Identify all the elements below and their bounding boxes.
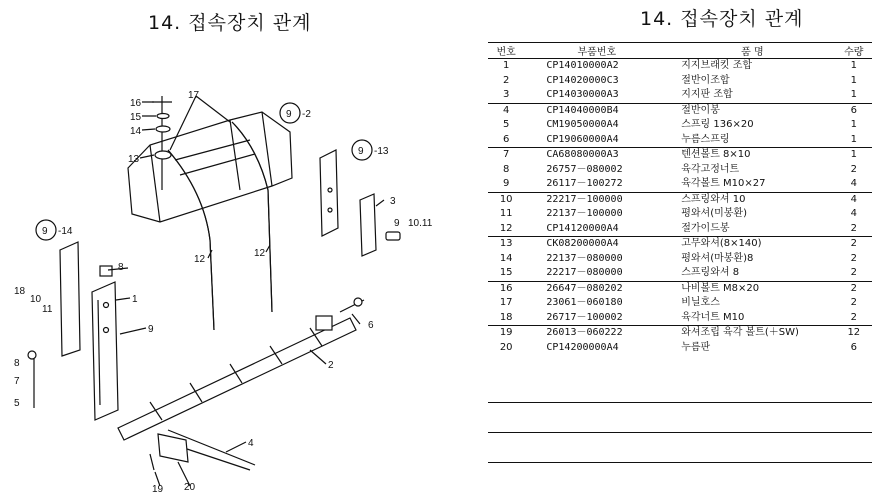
row-qty: 2	[850, 282, 857, 294]
table-row	[488, 103, 872, 118]
row-no: 7	[503, 149, 510, 160]
row-no: 10	[499, 193, 513, 205]
row-qty: 2	[836, 222, 872, 237]
callout-15: 15	[130, 112, 142, 123]
row-part-no: CP19060000A4	[524, 133, 669, 148]
ref-suffix: -14	[58, 226, 73, 237]
row-part-no: CP14120000A4	[524, 222, 669, 237]
callout-10-11: 10.11	[408, 218, 433, 229]
callout-9a: 9	[394, 218, 400, 229]
row-name: 스프링와셔 8	[669, 266, 835, 281]
table-row	[488, 148, 872, 163]
row-part-no: 22137－080000	[546, 252, 623, 264]
row-name: 비닐호스	[681, 297, 720, 308]
table-header-row	[488, 43, 872, 59]
header-part-no: 부품번호	[524, 43, 669, 59]
row-qty: 2	[850, 238, 857, 249]
ref-number: 9	[42, 226, 48, 237]
row-no: 20	[499, 341, 513, 353]
row-name: 절반이봉	[681, 104, 720, 116]
callout-2: 2	[328, 360, 334, 371]
callout-16: 16	[130, 98, 142, 109]
ref-number: 9	[286, 109, 292, 120]
ref-number: 9	[358, 146, 364, 157]
table-row	[488, 133, 872, 148]
ref-circle-14	[36, 220, 73, 240]
row-part-no: CP14040000B4	[546, 104, 619, 116]
bracket-1	[28, 242, 118, 420]
row-no: 3	[488, 88, 524, 103]
blank-rule	[488, 462, 872, 463]
callout-18: 18	[14, 286, 26, 297]
row-name: 육각너트 M10	[669, 311, 835, 326]
row-name: 절가이드봉	[669, 222, 835, 237]
table-row	[488, 296, 872, 311]
table-title: 14. 접속장치 관계	[640, 8, 804, 30]
row-name: 평와셔(마봉환)8	[681, 252, 754, 264]
row-qty: 6	[850, 104, 857, 116]
row-name: 스프링 136×20	[681, 119, 754, 130]
callout-14: 14	[130, 126, 142, 137]
callout-13: 13	[128, 154, 140, 165]
table-row	[488, 118, 872, 133]
blank-rule	[488, 402, 872, 403]
row-name: 스프링와셔 10	[681, 193, 746, 205]
row-qty: 12	[847, 327, 861, 338]
row-no: 19	[499, 327, 513, 338]
table-row	[488, 281, 872, 296]
row-no: 17	[499, 297, 513, 308]
row-part-no: 22137－100000	[546, 208, 623, 219]
row-part-no: 26013－060222	[546, 327, 623, 338]
row-qty: 2	[850, 297, 857, 308]
table-row	[488, 207, 872, 222]
row-part-no: 22217－080000	[524, 266, 669, 281]
callout-4: 4	[248, 438, 254, 449]
row-name: 와셔조립 육각 볼트(＋SW)	[681, 327, 799, 338]
frame-body	[128, 112, 292, 222]
table-row	[488, 59, 872, 74]
row-part-no: 26757－080002	[546, 163, 623, 175]
callout-19: 19	[152, 484, 164, 495]
row-no: 13	[499, 238, 513, 249]
row-name: 텐션볼트 8×10	[681, 149, 751, 160]
row-qty: 2	[850, 163, 857, 175]
row-no: 11	[499, 208, 513, 219]
row-no: 16	[499, 282, 513, 294]
row-name: 절반이조합	[681, 74, 730, 86]
row-part-no: CM19050000A4	[546, 119, 619, 130]
ref-suffix: -2	[302, 109, 311, 120]
row-part-no: 26117－100272	[524, 177, 669, 192]
callout-12a: 12	[194, 254, 206, 265]
row-part-no: 26717－100002	[524, 311, 669, 326]
callout-11: 11	[42, 304, 53, 315]
row-no: 18	[488, 311, 524, 326]
row-no: 8	[503, 163, 510, 175]
row-part-no: CP14200000A4	[546, 341, 619, 353]
callout-20: 20	[184, 482, 196, 493]
ref-circle-2	[280, 103, 311, 123]
row-no: 9	[488, 177, 524, 192]
table-row	[488, 222, 872, 237]
table-row	[488, 163, 872, 178]
parts-table	[488, 42, 872, 355]
row-no: 2	[503, 74, 510, 86]
table-row	[488, 74, 872, 89]
callout-5: 5	[14, 398, 20, 409]
row-no: 5	[503, 119, 510, 130]
row-qty: 1	[850, 60, 857, 71]
callout-10: 10	[30, 294, 42, 305]
row-name: 고무와셔(8×140)	[681, 238, 762, 249]
row-qty: 6	[850, 341, 857, 353]
table-row	[488, 311, 872, 326]
parts-table-body	[488, 59, 872, 356]
row-name: 지지판 조합	[669, 88, 835, 103]
callout-9b: 9	[148, 324, 154, 335]
row-name: 평와셔(미봉환)	[681, 208, 747, 219]
row-name: 누름스프링	[669, 133, 835, 148]
row-qty: 1	[850, 119, 857, 130]
table-row	[488, 237, 872, 252]
row-part-no: CP14010000A2	[546, 60, 619, 71]
row-no: 14	[499, 252, 513, 264]
diagram-title: 14. 접속장치 관계	[148, 12, 312, 34]
table-row	[488, 341, 872, 356]
row-qty: 2	[836, 311, 872, 326]
row-no: 6	[488, 133, 524, 148]
row-qty: 2	[836, 266, 872, 281]
row-qty: 1	[836, 133, 872, 148]
row-qty: 4	[836, 177, 872, 192]
bracket-3	[320, 150, 400, 256]
row-part-no: 23061－060180	[546, 297, 623, 308]
row-no: 15	[488, 266, 524, 281]
rod-4	[150, 430, 255, 470]
row-no: 12	[488, 222, 524, 237]
callout-8b: 8	[14, 358, 20, 369]
table-row	[488, 252, 872, 267]
header-qty: 수량	[836, 43, 872, 59]
blank-rule	[488, 432, 872, 433]
row-name: 육각고정너트	[681, 163, 740, 175]
ref-circle-13	[352, 140, 389, 160]
table-row	[488, 326, 872, 341]
row-qty: 1	[850, 74, 857, 86]
row-part-no: CP14030000A3	[524, 88, 669, 103]
table-row	[488, 192, 872, 207]
header-name: 품 명	[669, 43, 835, 59]
row-name: 육각볼트 M10×27	[669, 177, 835, 192]
table-row	[488, 88, 872, 103]
callout-3: 3	[390, 196, 396, 207]
table-row	[488, 266, 872, 281]
row-qty: 2	[850, 252, 857, 264]
row-name: 누름판	[681, 341, 711, 353]
row-part-no: CK08200000A4	[546, 238, 619, 249]
row-part-no: 22217－100000	[546, 193, 623, 205]
callout-7: 7	[14, 376, 20, 387]
row-part-no: 26647－080202	[546, 282, 623, 294]
row-qty: 4	[850, 193, 857, 205]
row-part-no: CP14020000C3	[546, 74, 619, 86]
table-row	[488, 177, 872, 192]
row-qty: 1	[836, 88, 872, 103]
row-no: 4	[503, 104, 510, 116]
row-no: 1	[503, 60, 510, 71]
row-name: 지지브래킷 조합	[681, 60, 753, 71]
row-part-no: CA68080000A3	[546, 149, 619, 160]
row-qty: 1	[850, 149, 857, 160]
row-name: 나비볼트 M8×20	[681, 282, 760, 294]
callout-6: 6	[368, 320, 374, 331]
callout-8a: 8	[118, 262, 124, 273]
callout-17: 17	[188, 90, 200, 101]
ref-suffix: -13	[374, 146, 389, 157]
callout-12b: 12	[254, 248, 266, 259]
header-no: 번호	[488, 43, 524, 59]
row-qty: 4	[850, 208, 857, 219]
callout-1: 1	[132, 294, 138, 305]
